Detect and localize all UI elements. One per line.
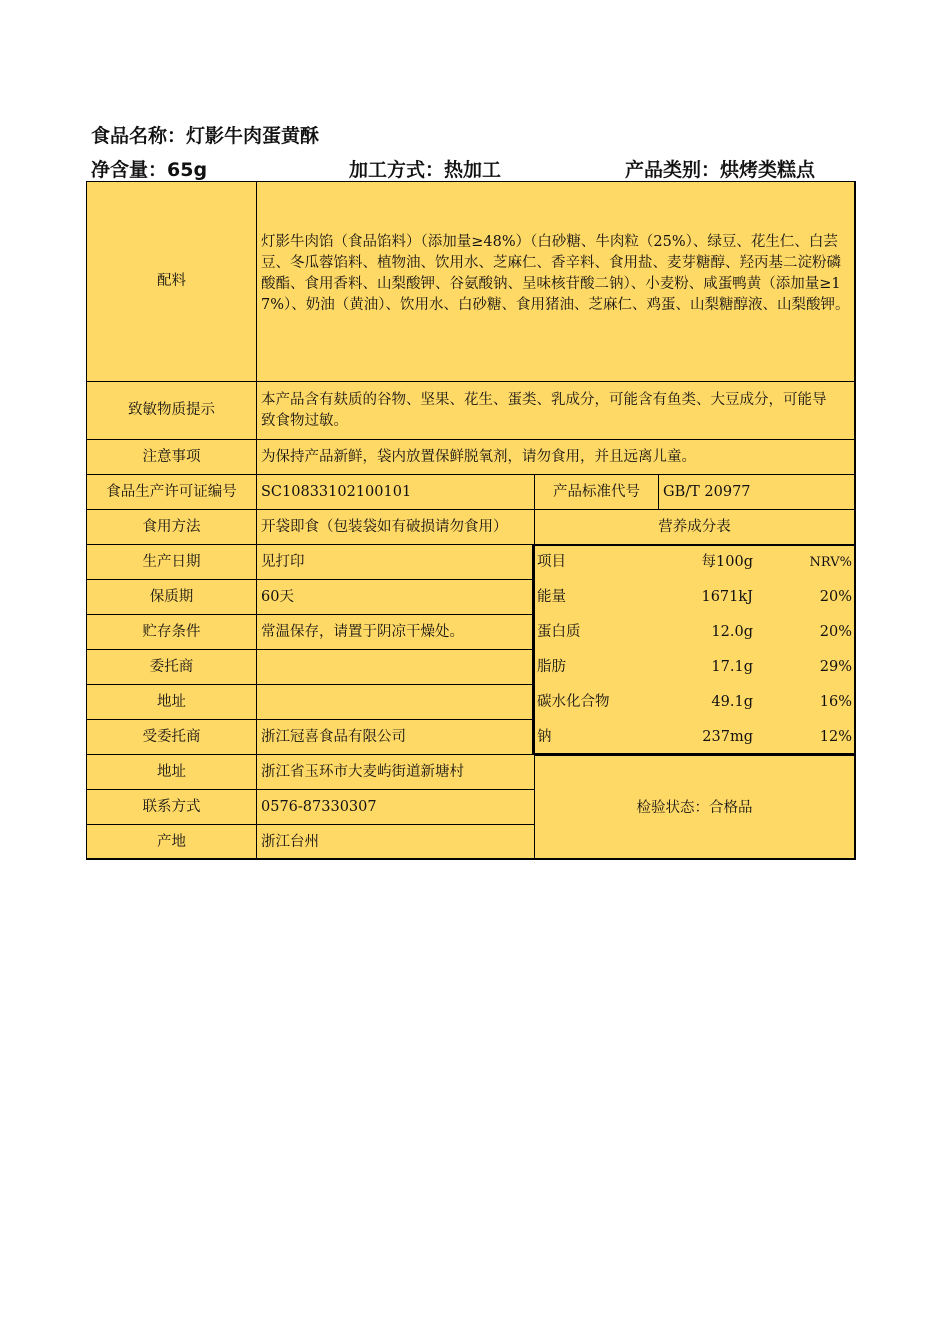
nutrient-nrv: 20% xyxy=(819,589,852,605)
address-value: 浙江省玉环市大麦屿街道新塘村 xyxy=(256,754,534,789)
shelf-life-value: 60天 xyxy=(256,579,534,614)
nutrient-per100g: 49.1g xyxy=(711,694,753,710)
nutrition-title: 营养成分表 xyxy=(534,509,854,544)
net-content: 净含量：65g xyxy=(91,159,208,181)
manufacturer-value: 浙江冠喜食品有限公司 xyxy=(256,719,534,754)
nutrient-name: 脂肪 xyxy=(537,659,566,675)
shelf-life-label: 保质期 xyxy=(86,579,256,614)
nutrient-nrv: 29% xyxy=(819,659,852,675)
origin-value: 浙江台州 xyxy=(256,824,534,860)
consignor-address-value xyxy=(256,684,534,719)
production-date-label: 生产日期 xyxy=(86,544,256,579)
nutrition-row xyxy=(534,720,852,755)
usage-value: 开袋即食（包装袋如有破损请勿食用） xyxy=(256,509,534,544)
nutrient-per100g: 1671kJ xyxy=(701,589,753,605)
nutrition-row xyxy=(534,650,852,685)
ingredients-label: 配料 xyxy=(86,181,256,381)
notice-label: 注意事项 xyxy=(86,439,256,474)
allergen-value: 本产品含有麸质的谷物、坚果、花生、蛋类、乳成分，可能含有鱼类、大豆成分，可能导致食物过敏。 xyxy=(256,381,854,439)
table-bottom-border xyxy=(86,858,856,860)
nutrition-row xyxy=(534,580,852,615)
allergen-label: 致敏物质提示 xyxy=(86,381,256,439)
nutrition-header-nrv: NRV% xyxy=(809,555,852,570)
notice-value: 为保持产品新鲜，袋内放置保鲜脱氧剂，请勿食用，并且远离儿童。 xyxy=(256,439,854,474)
consignor-address-label: 地址 xyxy=(86,684,256,719)
product-category: 产品类别：烘烤类糕点 xyxy=(625,159,816,181)
inspection-status: 检验状态：合格品 xyxy=(534,754,854,860)
table-right-border xyxy=(854,181,856,860)
usage-label: 食用方法 xyxy=(86,509,256,544)
nutrient-name: 钠 xyxy=(537,729,552,745)
nutrition-row xyxy=(534,615,852,650)
food-name-title: 食品名称：灯影牛肉蛋黄酥 xyxy=(91,125,320,147)
production-date-value: 见打印 xyxy=(256,544,534,579)
license-label: 食品生产许可证编号 xyxy=(86,474,256,509)
nutrient-per100g: 12.0g xyxy=(711,624,753,640)
nutrient-name: 碳水化合物 xyxy=(537,694,610,710)
nutrient-name: 蛋白质 xyxy=(537,624,581,640)
product-label-table xyxy=(86,181,855,860)
nutrient-nrv: 12% xyxy=(819,729,852,745)
nutrient-per100g: 237mg xyxy=(702,729,753,745)
license-value: SC10833102100101 xyxy=(256,474,534,509)
standard-value: GB/T 20977 xyxy=(658,474,854,509)
address-label: 地址 xyxy=(86,754,256,789)
ingredients-value: 灯影牛肉馅（食品馅料）（添加量≥48%）（白砂糖、牛肉粒（25%）、绿豆、花生仁、白芸豆、冬瓜蓉馅料、植物油、饮用水、芝麻仁、香辛料、食用盐、麦芽糖醇、羟丙基二淀粉磷酸酯、食用香料、山梨酸钾、谷氨酸钠、呈味核苷酸二钠）、小麦粉、咸蛋鸭黄（添加量≥17%）、奶油（黄油）、饮用水、白砂糖、食用猪油、芝麻仁、鸡蛋、山梨糖醇液、山梨酸钾。 xyxy=(256,181,854,381)
origin-label: 产地 xyxy=(86,824,256,860)
consignor-value xyxy=(256,649,534,684)
nutrition-header-item: 项目 xyxy=(537,554,566,570)
nutrient-per100g: 17.1g xyxy=(711,659,753,675)
nutrient-nrv: 20% xyxy=(819,624,852,640)
standard-label: 产品标准代号 xyxy=(534,474,658,509)
nutrition-row xyxy=(534,685,852,720)
contact-label: 联系方式 xyxy=(86,789,256,824)
consignor-label: 委托商 xyxy=(86,649,256,684)
storage-label: 贮存条件 xyxy=(86,614,256,649)
storage-value: 常温保存，请置于阴凉干燥处。 xyxy=(256,614,534,649)
nutrition-header-per100g: 每100g xyxy=(701,554,753,570)
nutrient-nrv: 16% xyxy=(819,694,852,710)
contact-value: 0576-87330307 xyxy=(256,789,534,824)
nutrient-name: 能量 xyxy=(537,589,566,605)
manufacturer-label: 受委托商 xyxy=(86,719,256,754)
process-method: 加工方式：热加工 xyxy=(349,159,502,181)
nutrition-header-row xyxy=(534,545,852,580)
